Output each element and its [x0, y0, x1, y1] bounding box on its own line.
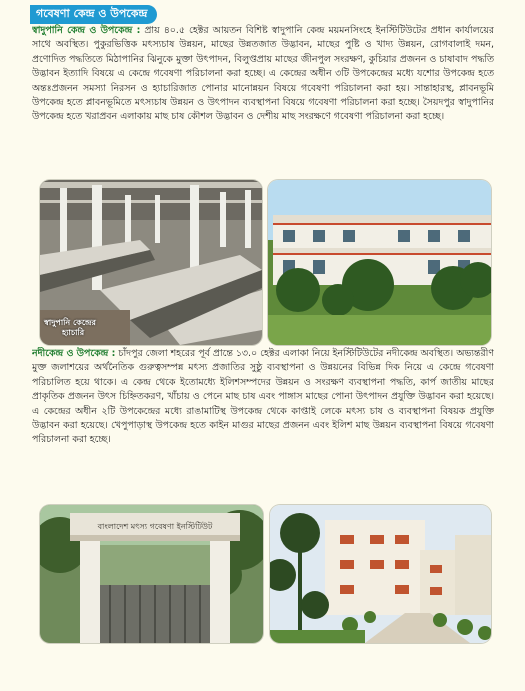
riverine-building-photo — [270, 505, 491, 643]
freshwater-paragraph — [32, 24, 494, 172]
riverine-heading: নদীকেন্দ্র ও উপকেন্দ্র : — [32, 348, 116, 359]
institute-gate-photo — [40, 505, 263, 643]
hatchery-caption — [44, 318, 96, 338]
section-title: গবেষণা কেন্দ্র ও উপকেন্দ্র — [30, 5, 157, 24]
hatchery-caption-line-2: হ্যাচারি — [62, 328, 85, 337]
freshwater-building-photo — [268, 180, 491, 345]
freshwater-heading: স্বাদুপানি কেন্দ্র ও উপকেন্দ্র : — [32, 25, 141, 36]
riverine-body: চাঁদপুর জেলা শহরের পূর্ব প্রান্তে ১৩.০ হেক্টর এলাকা নিয়ে ইনস্টিটিউটের নদীকেন্দ্র অবস্থিত। অভ্যন্তরীণ মুক্ত জলাশয়ের অর্থনৈতিক গুরুত্বসম্পন্ন মৎস্য প্রজাতির সুষ্ঠু ব্যবস্থাপনা ও উন্নয়নের বিভিন্ন দিক নিয়ে এ কেন্দ্রে গবেষণা পরিচালিত হয়ে থাকে। এ কেন্দ্র থেকে ইতোমধ্যে ইলিশসম্পদের উন্নয়ন ও সংরক্ষণ ব্যবস্থাপনা পদ্ধতি, কার্প জাতীয় মাছের প্রাকৃতিক প্রজনন উৎস চিহ্নিতকরণ, খাঁচায় ও পেনে মাছ চাষ এবং পাঙ্গাস মাছের পোনা উৎপাদন প্রযুক্তি উদ্ভাবন করা হয়েছে। এ কেন্দ্রের অধীন ২টি উপকেন্দ্রের মধ্যে রাঙামাটিস্থ উপকেন্দ্র থেকে কাপ্তাই লেকে মৎস্য চাষ ও ব্যবস্থাপনা বিষয়ক প্রযুক্তি উদ্ভাবন করা হয়েছে। খেপুপাড়াস্থ উপকেন্দ্র হতে কাইন মাগুর মাছের প্রজনন এবং ইলিশ মাছ উন্নয়ন ব্যবস্থাপনা বিষয়ে গবেষণা পরিচালনা করা হচ্ছে। — [32, 348, 494, 446]
riverine-paragraph — [32, 347, 494, 499]
freshwater-body: প্রায় ৪০.৫ হেক্টর আয়তন বিশিষ্ট স্বাদুপানি কেন্দ্র ময়মনসিংহে ইনস্টিটিউটের প্রধান কার্যালয়ের সাথে অবস্থিত। পুকুরভিত্তিক মৎস্যচাষ উন্নয়ন, মাছের উন্নতজাত উদ্ভাবন, মাছের পুষ্টি ও খাদ্য উন্নয়ন, রোগবালাই দমন, প্রণোদিত পদ্ধতিতে মিঠাপানির ঝিনুকে মুক্তা উৎপাদন, বিলুপ্তপ্রায় মাছের জীনপুল সংরক্ষণ, কুচিয়ার প্রজনন ও চাষাবাদ পদ্ধতি উদ্ভাবন ইত্যাদি বিষয়ে এ কেন্দ্রে গবেষণা পরিচালনা করা হচ্ছে। এ কেন্দ্রের অধীন ৩টি উপকেন্দ্রের মধ্যে যশোর উপকেন্দ্র হতে অন্তঃপ্রজনন সমস্যা নিরসন ও হ্যাচারিজাত পোনার মানোন্নয়ন বিষয়ে গবেষণা পরিচালনা করা হয়। সান্তাহারস্থ, প্লাবনভূমি উপকেন্দ্র হতে প্লাবনভূমিতে মৎস্যচাষ উন্নয়ন ও উৎপাদন ব্যবস্থাপনা বিষয়ে গবেষণা পরিচালনা করা হচ্ছে। সৈয়দপুর স্বাদুপানির উপকেন্দ্র হতে খরাপ্রবন এলাকায় মাছ চাষ কৌশল উদ্ভাবন ও দেশীয় মাছ সংরক্ষণে গবেষণা পরিচালনা করা হচ্ছে। — [32, 25, 494, 123]
hatchery-caption-line-1: স্বাদুপানি কেন্দ্রের — [44, 318, 96, 327]
gate-sign-text: বাংলাদেশ মৎস্য গবেষণা ইনস্টিটিউট — [97, 522, 213, 531]
